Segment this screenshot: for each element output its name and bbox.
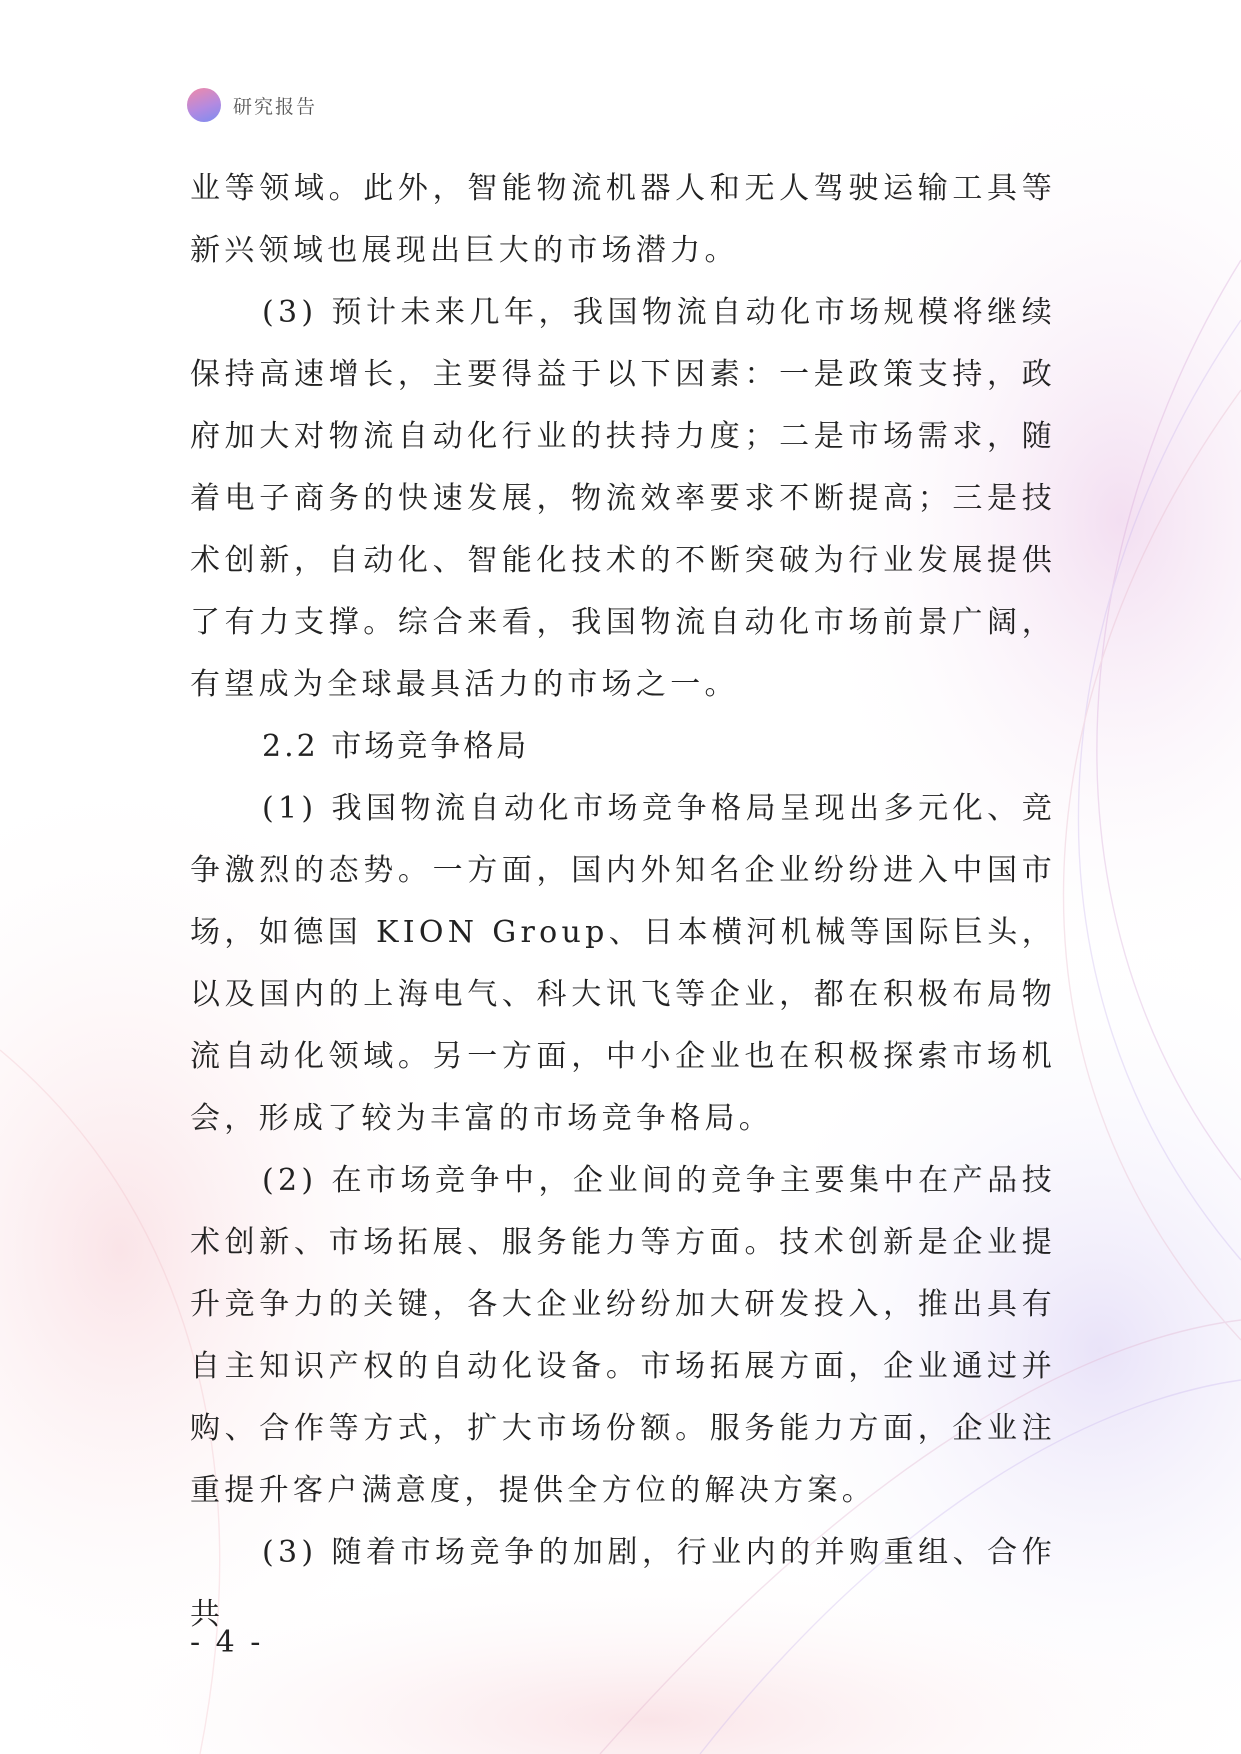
paragraph-market-outlook: (3) 预计未来几年，我国物流自动化市场规模将继续保持高速增长，主要得益于以下因素：一是政策支持，政府加大对物流自动化行业的扶持力度；二是市场需求，随着电子商务的快速发展，物流效率要求不断提高；三是技术创新，自动化、智能化技术的不断突破为行业发展提供了有力支撑。综合来看，我国物流自动化市场前景广阔，有望成为全球最具活力的市场之一。 bbox=[190, 295, 1056, 702]
header-label: 研究报告 bbox=[233, 95, 318, 118]
section-heading: 2.2 市场竞争格局 bbox=[262, 729, 530, 764]
logo-circle-icon bbox=[187, 88, 221, 122]
paragraph-mergers: (3) 随着市场竞争的加剧，行业内的并购重组、合作共 bbox=[190, 1535, 1056, 1632]
page-number: - 4 - bbox=[190, 1625, 264, 1660]
paragraph-competition-focus: (2) 在市场竞争中，企业间的竞争主要集中在产品技术创新、市场拓展、服务能力等方面。技术创新是企业提升竞争力的关键，各大企业纷纷加大研发投入，推出具有自主知识产权的自动化设备。市场拓展方面，企业通过并购、合作等方式，扩大市场份额。服务能力方面，企业注重提升客户满意度，提供全方位的解决方案。 bbox=[190, 1163, 1056, 1508]
page-header bbox=[187, 88, 317, 122]
document-body bbox=[190, 158, 1056, 1646]
paragraph-continuation: 业等领域。此外，智能物流机器人和无人驾驶运输工具等新兴领域也展现出巨大的市场潜力。 bbox=[190, 171, 1056, 268]
paragraph-competition-pattern: (1) 我国物流自动化市场竞争格局呈现出多元化、竞争激烈的态势。一方面，国内外知名企业纷纷进入中国市场，如德国 KION Group、日本横河机械等国际巨头，以及国内的上海电气、科大讯飞等企业，都在积极布局物流自动化领域。另一方面，中小企业也在积极探索市场机会，形成了较为丰富的市场竞争格局。 bbox=[190, 791, 1056, 1136]
